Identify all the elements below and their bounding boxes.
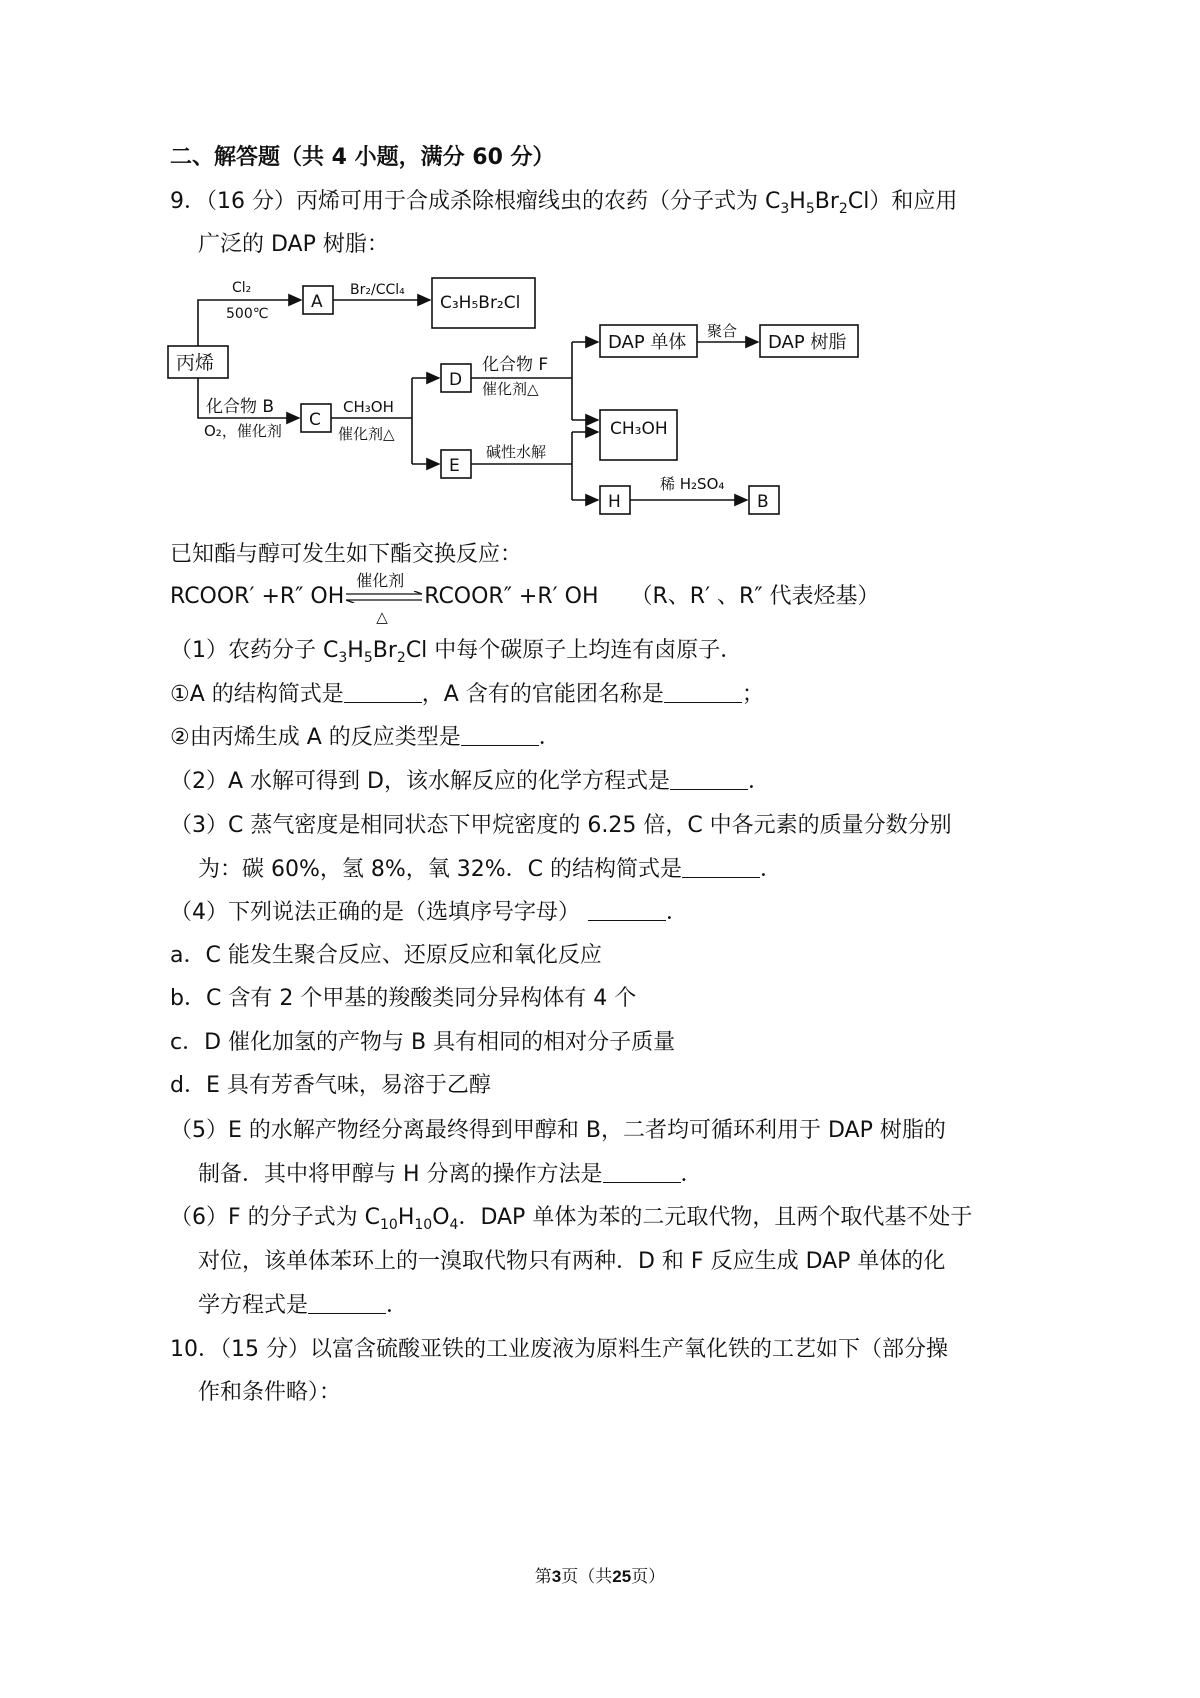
q9-part4-text: （4）下列说法正确的是（选填序号字母）	[170, 900, 580, 925]
label-compound-f: 化合物 F	[482, 355, 549, 375]
q9-part1a	[170, 680, 764, 710]
option-b: b．C 含有 2 个甲基的羧酸类同分异构体有 4 个	[170, 986, 637, 1011]
eq-above: 催化剂	[356, 571, 405, 590]
q9-part1a-pre: ①A 的结构简式是	[170, 682, 344, 707]
option-a: a．C 能发生聚合反应、还原反应和氧化反应	[170, 943, 602, 968]
q9-part3-text: 为：碳 60%，氢 8%，氧 32%．C 的结构简式是	[198, 857, 683, 882]
q9-number: 9	[170, 189, 184, 214]
option-d: d．E 具有芳香气味，易溶于乙醇	[170, 1073, 491, 1098]
q9-known: 已知酯与醇可发生如下酯交换反应：	[170, 542, 523, 567]
answer-blank[interactable]	[308, 1291, 386, 1314]
q9-intro-text-end: ）和应用	[869, 189, 958, 214]
q9-part2: （2）A 水解可得到 D，该水解反应的化学方程式是 ．	[170, 769, 770, 794]
q9-part3-line2: 为：碳 60%，氢 8%，氧 32%．C 的结构简式是 ．	[198, 857, 783, 882]
total-pages: 25	[612, 1567, 632, 1586]
reaction-flow-diagram	[160, 270, 880, 525]
q9-part6-line1: （6）F 的分子式为 $C_{10}H_{10}O_4$．DAP 单体为苯的二元取代物，且两个取代基不处于	[170, 1205, 973, 1233]
answer-blank[interactable]	[461, 723, 539, 746]
label-a: A	[311, 292, 323, 312]
answer-blank[interactable]	[588, 898, 666, 921]
label-c: C	[309, 410, 321, 430]
label-product: C₃H₅Br₂Cl	[440, 293, 521, 313]
eq-below: △	[376, 608, 388, 626]
q9-part1: （1）农药分子 $C_3H_5Br_2Cl$ 中每个碳原子上均连有卤原子．	[170, 638, 743, 666]
q9-part1a-end: ；	[741, 682, 764, 707]
q9-part5-line2: 制备．其中将甲醇与 H 分离的操作方法是 ．	[198, 1162, 703, 1187]
option-c: c．D 催化加氢的产物与 B 具有相同的相对分子质量	[170, 1030, 676, 1055]
label-br2-ccl4: Br₂/CCl₄	[350, 282, 405, 298]
label-o2-cat: O₂，催化剂	[204, 422, 282, 440]
answer-blank[interactable]	[670, 767, 748, 790]
q9-part6-line3: 学方程式是 ．	[198, 1293, 409, 1318]
eq-right: RCOOR″ +R′ OH	[424, 584, 599, 609]
answer-blank[interactable]	[603, 1160, 681, 1183]
section-title: 二、解答题（共 4 小题，满分 60 分）	[170, 145, 555, 170]
label-dilute-h2so4: 稀 H₂SO₄	[660, 475, 725, 493]
label-d: D	[449, 370, 463, 390]
label-base-hydrolysis: 碱性水解	[486, 443, 547, 461]
q9-part5-line1: （5）E 的水解产物经分离最终得到甲醇和 B，二者均可循环利用于 DAP 树脂的	[170, 1118, 946, 1143]
q9-part4: （4）下列说法正确的是（选填序号字母） ．	[170, 900, 689, 925]
label-h: H	[608, 492, 621, 512]
label-e: E	[449, 456, 460, 476]
q9-part1b: ②由丙烯生成 A 的反应类型是 ．	[170, 725, 561, 750]
q9-part6-line2: 对位，该单体苯环上的一溴取代物只有两种．D 和 F 反应生成 DAP 单体的化	[198, 1249, 946, 1274]
label-ch3oh-box: CH₃OH	[610, 419, 668, 439]
label-b: B	[757, 492, 769, 512]
label-dap-monomer: DAP 单体	[608, 332, 687, 353]
label-500c: 500℃	[226, 306, 269, 322]
label-cl2: Cl₂	[232, 280, 252, 296]
page-number: 3	[551, 1567, 562, 1586]
page-footer: 第3页（共25页）	[534, 1567, 666, 1587]
q9-part1b-text: ②由丙烯生成 A 的反应类型是	[170, 725, 461, 750]
q9-intro: 9．（16 分）丙烯可用于合成杀除根瘤线虫的农药（分子式为 $C_3H_5Br_2Cl$）和应用	[170, 189, 958, 217]
q9-intro-line2: 广泛的 DAP 树脂：	[198, 232, 389, 257]
q9-part3-line1: （3）C 蒸气密度是相同状态下甲烷密度的 6.25 倍，C 中各元素的质量分数分别	[170, 813, 952, 838]
eq-note: （R、R′ 、R″ 代表烃基）	[630, 584, 880, 609]
q9-part5-text: 制备．其中将甲醇与 H 分离的操作方法是	[198, 1162, 603, 1187]
q10-line2: 作和条件略）：	[198, 1380, 342, 1405]
q10-line1: 10．（15 分）以富含硫酸亚铁的工业废液为原料生产氧化铁的工艺如下（部分操	[170, 1337, 948, 1362]
q9-intro-text: 丙烯可用于合成杀除根瘤线虫的农药（分子式为 C	[296, 189, 781, 214]
q9-part1a-mid: ，A 含有的官能团名称是	[421, 682, 664, 707]
q9-part6-text: 学方程式是	[198, 1293, 309, 1318]
label-dap-resin: DAP 树脂	[768, 332, 847, 353]
answer-blank[interactable]	[344, 680, 422, 703]
label-ch3oh-reagent: CH₃OH	[343, 398, 394, 416]
q9-part2-text: （2）A 水解可得到 D，该水解反应的化学方程式是	[170, 769, 670, 794]
label-cat-heat-1: 催化剂△	[338, 425, 395, 443]
label-propene: 丙烯	[176, 352, 215, 374]
ester-exchange-equation	[170, 571, 880, 626]
label-cat-heat-2: 催化剂△	[482, 380, 539, 398]
eq-left: RCOOR′ +R″ OH	[170, 584, 345, 609]
answer-blank[interactable]	[682, 855, 760, 878]
label-compound-b: 化合物 B	[206, 397, 275, 417]
answer-blank[interactable]	[664, 680, 742, 703]
equilibrium-arrow	[344, 571, 424, 626]
label-polymerize: 聚合	[707, 322, 738, 340]
q9-score: （16 分）	[206, 189, 297, 214]
